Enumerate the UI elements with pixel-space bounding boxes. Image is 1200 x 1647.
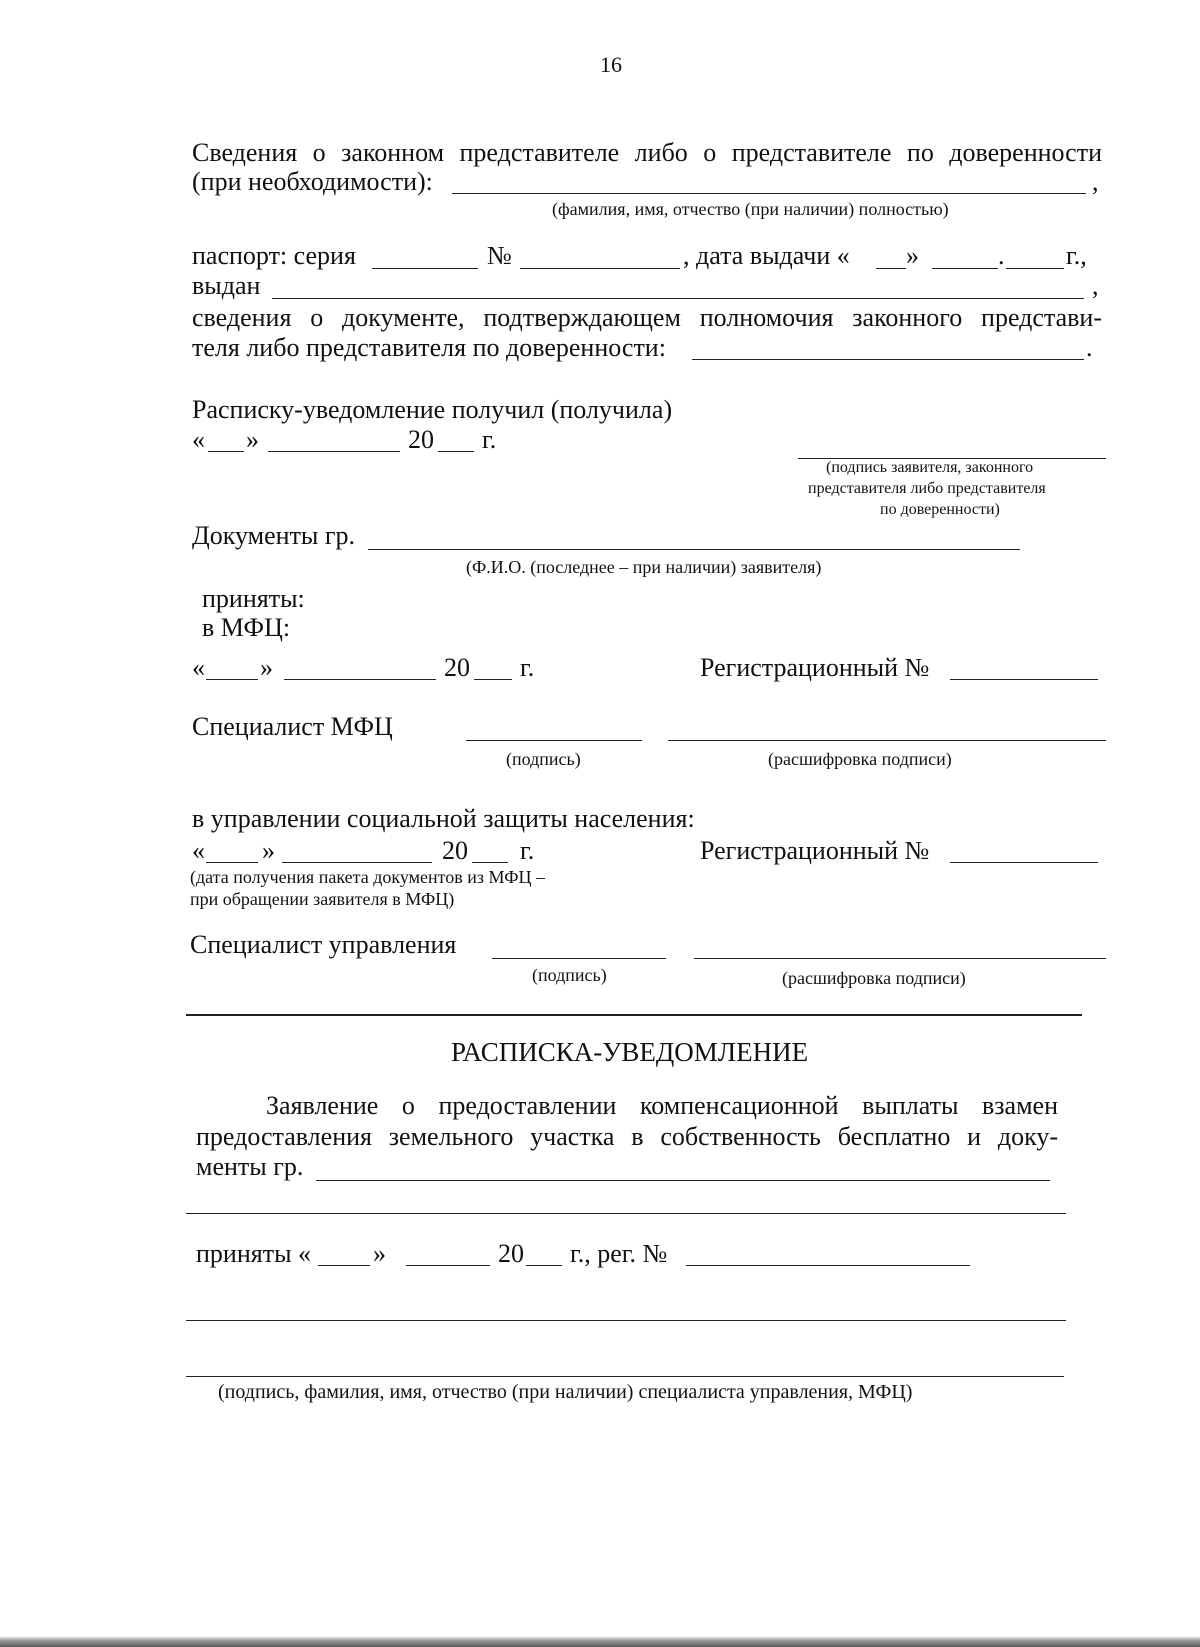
receipt-signature-hint-2: представителя либо представителя: [808, 480, 1046, 497]
issue-year-field[interactable]: [1006, 268, 1064, 269]
receipt-close-quote: »: [246, 425, 259, 454]
issue-month-field[interactable]: [932, 268, 998, 269]
mfc-reg-number-field[interactable]: [950, 679, 1098, 680]
receipt-received-label: Расписку-уведомление получил (получила): [192, 395, 673, 424]
receipt-month-field[interactable]: [268, 451, 400, 452]
documents-mfc-label: в МФЦ:: [202, 613, 291, 642]
documents-fio-field[interactable]: [368, 549, 1020, 550]
notice-reg-suffix: г., рег. №: [570, 1239, 668, 1268]
representative-label: (при необходимости):: [192, 167, 433, 196]
social-specialist-label: Специалист управления: [190, 930, 457, 959]
notice-signature-hint: (подпись, фамилия, имя, отчество (при наличии) специалиста управления, МФЦ): [218, 1381, 913, 1403]
passport-series-field[interactable]: [372, 268, 478, 269]
notice-close-quote: »: [373, 1239, 386, 1268]
mfc-reg-label: Регистрационный №: [700, 653, 930, 682]
notice-year-field[interactable]: [526, 1265, 562, 1266]
representative-comma: ,: [1092, 167, 1099, 196]
issued-by-comma: ,: [1092, 271, 1099, 300]
notice-signature-field-2[interactable]: [186, 1376, 1064, 1377]
mfc-specialist-label: Специалист МФЦ: [192, 712, 393, 741]
receipt-signature-hint-3: по доверенности): [880, 501, 1000, 518]
mfc-year-field[interactable]: [474, 679, 512, 680]
authority-doc-line1: сведения о документе, подтверждающем полномочия законного представи-: [192, 303, 1102, 332]
receipt-signature-hint-1: (подпись заявителя, законного: [826, 459, 1034, 476]
receipt-year-suffix: г.: [482, 425, 497, 454]
mfc-month-field[interactable]: [284, 679, 436, 680]
mfc-year-suffix: г.: [520, 653, 535, 682]
documents-accepted-label: приняты:: [202, 584, 305, 613]
notice-day-field[interactable]: [318, 1265, 370, 1266]
social-month-field[interactable]: [282, 862, 432, 863]
issue-date-close-quote: »: [906, 241, 919, 270]
documents-label: Документы гр.: [192, 521, 356, 550]
notice-reg-number-field[interactable]: [686, 1265, 970, 1266]
passport-series-label: паспорт: серия: [192, 241, 356, 270]
receipt-year-field[interactable]: [438, 451, 474, 452]
receipt-open-quote: «: [192, 425, 205, 454]
social-decoding-field[interactable]: [694, 958, 1106, 959]
notice-line-3: менты гр.: [196, 1152, 304, 1181]
representative-fio-field[interactable]: [452, 193, 1086, 194]
scan-edge: [0, 1636, 1200, 1647]
notice-fio-field[interactable]: [316, 1180, 1050, 1181]
notice-line-2: предоставления земельного участка в собственность бесплатно и доку-: [196, 1122, 1058, 1151]
mfc-decoding-hint: (расшифровка подписи): [768, 749, 952, 769]
authority-doc-period: .: [1086, 333, 1093, 362]
notice-accepted-prefix: приняты «: [196, 1239, 312, 1268]
issue-date-dot: .: [998, 241, 1005, 270]
notice-signature-field-1[interactable]: [186, 1320, 1066, 1321]
mfc-decoding-field[interactable]: [668, 740, 1106, 741]
notice-fio-field-continued[interactable]: [186, 1213, 1066, 1214]
page-number: 16: [600, 52, 622, 77]
passport-number-sign: №: [487, 241, 512, 270]
cut-line: [186, 1014, 1082, 1016]
notice-year-prefix: 20: [498, 1239, 524, 1268]
social-reg-number-field[interactable]: [950, 862, 1098, 863]
social-label: в управлении социальной защиты населения:: [192, 804, 695, 833]
mfc-close-quote: »: [260, 653, 273, 682]
social-day-field[interactable]: [206, 862, 258, 863]
passport-number-field[interactable]: [520, 268, 680, 269]
authority-doc-field[interactable]: [692, 359, 1084, 360]
issued-by-field[interactable]: [272, 298, 1084, 299]
mfc-day-field[interactable]: [206, 679, 258, 680]
notice-line-1: Заявление о предоставлении компенсационной выплаты взамен: [266, 1091, 1058, 1120]
social-year-prefix: 20: [442, 836, 468, 865]
issue-day-field[interactable]: [876, 268, 906, 269]
social-year-suffix: г.: [520, 836, 535, 865]
social-decoding-hint: (расшифровка подписи): [782, 968, 966, 988]
mfc-signature-field[interactable]: [466, 740, 642, 741]
receipt-day-field[interactable]: [208, 451, 244, 452]
social-signature-hint: (подпись): [532, 965, 607, 985]
social-signature-field[interactable]: [492, 958, 666, 959]
social-date-hint-2: при обращении заявителя в МФЦ): [190, 889, 455, 909]
social-year-field[interactable]: [472, 862, 508, 863]
social-date-hint-1: (дата получения пакета документов из МФЦ –: [190, 867, 545, 887]
mfc-open-quote: «: [192, 653, 205, 682]
social-open-quote: «: [192, 836, 205, 865]
authority-doc-line2: теля либо представителя по доверенности:: [192, 333, 666, 362]
receipt-year-prefix: 20: [408, 425, 434, 454]
social-reg-label: Регистрационный №: [700, 836, 930, 865]
representative-heading: Сведения о законном представителе либо о представителе по доверенности: [192, 138, 1102, 167]
mfc-year-prefix: 20: [444, 653, 470, 682]
issue-date-label: , дата выдачи «: [683, 241, 850, 270]
notice-title: РАСПИСКА-УВЕДОМЛЕНИЕ: [451, 1037, 809, 1067]
documents-fio-hint: (Ф.И.О. (последнее – при наличии) заявителя): [466, 557, 822, 577]
mfc-signature-hint: (подпись): [506, 749, 581, 769]
issue-year-suffix: г.,: [1066, 241, 1087, 270]
social-close-quote: »: [262, 836, 275, 865]
notice-month-field[interactable]: [406, 1265, 490, 1266]
issued-by-label: выдан: [192, 271, 261, 300]
representative-fio-hint: (фамилия, имя, отчество (при наличии) полностью): [552, 199, 949, 219]
